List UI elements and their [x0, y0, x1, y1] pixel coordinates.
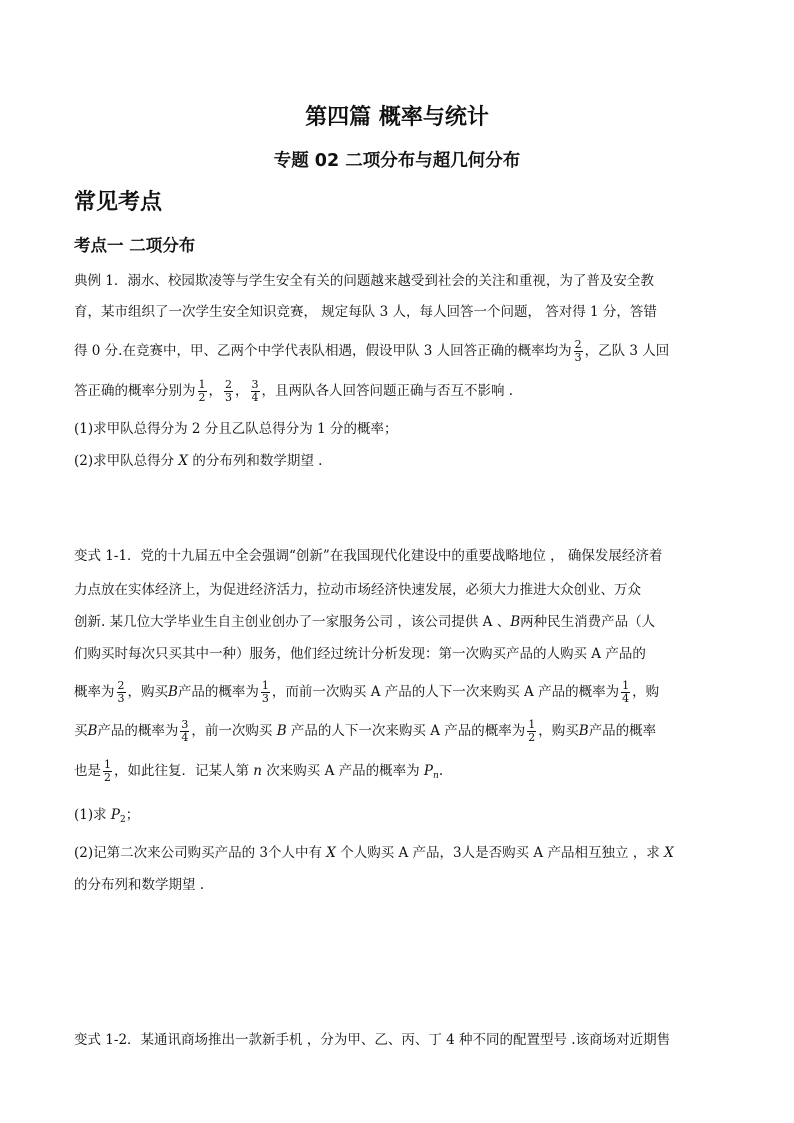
text-segment: ，乙队 3 人回: [584, 343, 670, 359]
denominator: 2: [528, 731, 536, 744]
text-segment: (2)记第二次来公司购买产品的 3个人中有: [74, 845, 327, 861]
text-segment: 产品的概率: [588, 723, 657, 739]
math-variable: B: [578, 723, 589, 739]
denominator: 3: [225, 391, 232, 404]
fraction: [527, 719, 536, 744]
text-segment: 的分布列和数学期望 .: [188, 453, 323, 469]
text-segment: .: [438, 763, 444, 779]
example1-line-1: 典例 1．溺水、校园欺凌等与学生安全有关的问题越来越受到社会的关注和重视，为了普及安全教: [74, 273, 654, 289]
numerator: 2: [574, 338, 582, 351]
numerator: 2: [117, 679, 125, 692]
text-segment: 产品的概率为: [177, 684, 259, 700]
fraction: [198, 379, 207, 404]
math-variable: X: [664, 845, 674, 861]
fraction: [251, 379, 260, 404]
fraction: [180, 719, 189, 744]
text-segment: 答正确的概率分别为: [74, 383, 196, 399]
variant11-question-2-cont: 的分布列和数学期望 .: [74, 877, 205, 893]
text-segment: 也是: [74, 763, 101, 779]
variant11-line-6: [74, 719, 656, 744]
text-segment: 次来购买 A 产品的概率为: [262, 763, 424, 779]
page-subtitle: 专题 02 二项分布与超几何分布: [273, 151, 521, 171]
example1-line-3: [74, 339, 669, 364]
numerator: 1: [261, 679, 269, 692]
fraction: [103, 759, 112, 784]
text-segment: 个人购买 A 产品，3人是否购买 A 产品相互独立 ，求: [335, 845, 665, 861]
variant11-question-1: [74, 806, 139, 829]
page-title: 第四篇 概率与统计: [305, 105, 489, 130]
text-segment: ，: [208, 383, 222, 399]
denominator: 4: [251, 391, 259, 404]
text-segment: 得 0 分.在竞赛中，甲、乙两个中学代表队相遇，假设甲队 3 人回答正确的概率均为: [74, 343, 572, 359]
variant12-line-1: 变式 1-2．某通讯商场推出一款新手机 ，分为甲、乙、丙、丁 4 种不同的配置型号 .该商场对近期售: [74, 1032, 671, 1048]
section-heading: 常见考点: [74, 190, 163, 215]
math-variable: X: [326, 845, 336, 861]
text-segment: ，而前一次购买 A 产品的人下一次来购买 A 产品的概率为: [271, 684, 620, 700]
fraction: [261, 680, 270, 705]
math-variable: B: [276, 723, 287, 739]
denominator: 2: [104, 771, 111, 784]
denominator: 4: [181, 731, 189, 744]
fraction: [224, 379, 233, 404]
numerator: 2: [225, 378, 232, 391]
denominator: 2: [198, 391, 206, 404]
numerator: 3: [181, 718, 189, 731]
variant11-line-3: [74, 613, 655, 631]
variant11-line-5: [74, 680, 659, 705]
example1-line-4: [74, 379, 513, 404]
text-segment: ，购买: [538, 723, 579, 739]
text-segment: (1)求: [74, 807, 111, 823]
variant11-line-2: 力点放在实体经济上，为促进经济活力，拉动市场经济快速发展，必须大力推进大众创业、万众: [74, 582, 641, 598]
math-subscript: n: [433, 771, 439, 781]
text-segment: (2)求甲队总得分: [74, 453, 179, 469]
math-subscript: 2: [120, 815, 126, 825]
text-segment: 产品的概率为: [97, 723, 179, 739]
text-segment: 概率为: [74, 684, 115, 700]
numerator: 1: [528, 718, 536, 731]
text-segment: ，如此往复．记某人第: [114, 763, 254, 779]
math-variable: B: [510, 614, 521, 630]
text-segment: 买: [74, 723, 88, 739]
denominator: 3: [117, 692, 125, 705]
example1-line-2: 育，某市组织了一次学生安全知识竞赛， 规定每队 3 人，每人回答一个问题， 答对得 1 分，答错: [74, 304, 657, 320]
text-segment: ，购: [632, 684, 660, 700]
denominator: 3: [574, 351, 582, 364]
numerator: 3: [251, 378, 259, 391]
text-segment: 创新. 某几位大学毕业生自主创业创办了一家服务公司 ，该公司提供 A 、: [74, 614, 511, 630]
denominator: 4: [622, 692, 630, 705]
math-variable: B: [168, 684, 178, 700]
text-segment: ，购买: [127, 684, 168, 700]
example1-question-2: [74, 452, 322, 470]
text-segment: 两种民生消费产品（人: [520, 614, 656, 630]
numerator: 1: [104, 758, 111, 771]
fraction: [574, 339, 583, 364]
variant11-question-2: [74, 844, 674, 862]
fraction: [117, 680, 126, 705]
text-segment: ，: [235, 383, 249, 399]
math-variable: X: [178, 453, 189, 469]
variant11-line-4: 们购买时每次只买其中一种）服务，他们经过统计分析发现：第一次购买产品的人购买 A 产品的: [74, 646, 646, 662]
text-segment: ，且两队各人回答问题正确与否互不影响 .: [261, 383, 514, 399]
math-variable: P: [423, 763, 434, 779]
example1-question-1: (1)求甲队总得分为 2 分且乙队总得分为 1 分的概率；: [74, 421, 398, 437]
numerator: 1: [622, 679, 630, 692]
math-variable: n: [253, 763, 262, 779]
text-segment: ，前一次购买: [191, 723, 277, 739]
variant11-line-1: 变式 1-1．党的十九届五中全会强调“创新”在我国现代化建设中的重要战略地位 ， 确保发展经济着: [74, 548, 663, 564]
point-heading: 考点一 二项分布: [74, 236, 196, 255]
text-segment: 产品的人下一次来购买 A 产品的概率为: [286, 723, 526, 739]
denominator: 3: [261, 692, 269, 705]
math-variable: P: [110, 807, 121, 823]
text-segment: ；: [125, 807, 140, 823]
variant11-line-7: [74, 759, 443, 785]
math-variable: B: [87, 723, 98, 739]
numerator: 1: [198, 378, 206, 391]
fraction: [621, 680, 630, 705]
